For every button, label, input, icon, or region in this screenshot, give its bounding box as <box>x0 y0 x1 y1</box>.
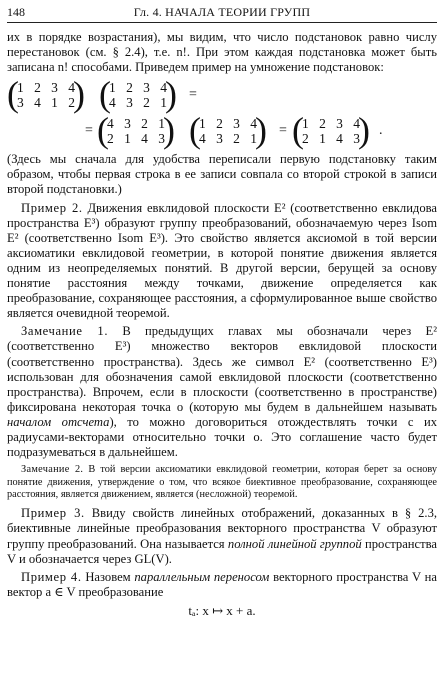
final-period: . <box>379 123 383 139</box>
paragraph-permutation-count: их в порядке возрастания), мы видим, что число подстановок равно числу перестановок (см. § 2.4), т.е. n!. При этом каждая подстановка может быть записана n! способами. Приведем пример на умножение подстановок: <box>7 30 437 75</box>
example-2-text: Движения евклидовой плоскости E² (соответственно евклидова пространства E³) образуют группу преобразований, обозначаемую через Isom E² (соответственно Isom E³). Это свойство является аксиомой в той версии аксиоматики евклидовой геометрии, в которой понятие движения является одним из неопределяемых понятий. В другой версии, берущей за основу понятие расстояния между точками, движение определяется как преобразование, сохраняющее расстояния, а сформулированное выше свойство является очевидной теоремой. <box>7 200 438 321</box>
example-2 <box>7 201 437 322</box>
remark-1-label: Замечание 1. <box>21 324 109 339</box>
example-2-label: Пример 2. <box>21 200 83 215</box>
example-3 <box>7 506 437 566</box>
permutation-matrix-4: ( 1 2 3 4 4 3 2 1 ) <box>189 110 267 151</box>
example-4-label: Пример 4. <box>21 569 82 584</box>
permutation-product-line-2 <box>7 110 437 151</box>
page-header <box>7 2 437 23</box>
permutation-matrix-1: ( 1 2 3 4 3 4 1 2 ) <box>7 74 85 115</box>
remark-1 <box>7 324 437 460</box>
example-3-term: полной линейной группой <box>227 536 362 551</box>
page-number: 148 <box>7 5 25 19</box>
permutation-matrix-5: ( 1 2 3 4 2 1 4 3 ) <box>292 110 370 151</box>
equals-sign: = <box>189 87 197 103</box>
remark-2 <box>7 464 437 501</box>
permutation-product-line-1 <box>7 74 437 115</box>
permutation-matrix-3: ( 4 3 2 1 2 1 4 3 ) <box>97 110 175 151</box>
example-4-text-a: Назовем <box>85 569 135 584</box>
example-3-label: Пример 3. <box>21 506 85 521</box>
example-3-text-a: Ввиду свойств линейных отображений, доказанных в § 2.3, биективные линейные преобразования векторного пространства V образуют группу преобразований. Она называется <box>7 506 438 551</box>
example-4-text-b: векторного пространства V на вектор a ∈ V преобразование <box>7 569 437 599</box>
equals-sign: = <box>279 123 287 139</box>
remark-1-text-a: В предыдущих главах мы обозначали через E² (соответственно E³) множество векторов евклидовой плоскости (соответственно пространства). Здесь же символ E² (соответственно E³) использован для обозначения самой евклидовой плоскости (соответственно пространства). Впрочем, если в плоскости (соответственно в пространстве) фиксирована некоторая точка o (которую мы будем в дальнейшем называть <box>7 324 438 414</box>
running-title: Гл. 4. НАЧАЛА ТЕОРИИ ГРУПП <box>133 5 311 19</box>
page-body <box>7 30 437 619</box>
example-4 <box>7 570 437 600</box>
example-4-term: параллельным переносом <box>134 569 270 584</box>
translation-formula: tₐ: x ↦ x + a. <box>188 602 256 618</box>
remark-1-text-b: ), то можно договориться отождествлять точки с их радиусами-векторами относительно точки o. Это соглашение часто будет подразумеваться в дальнейшем. <box>7 414 438 460</box>
permutation-matrix-2: ( 1 2 3 4 4 3 2 1 ) <box>99 74 177 115</box>
equals-sign: = <box>85 123 93 139</box>
paragraph-note: (Здесь мы сначала для удобства переписали первую подстановку таким образом, чтобы первая строка в ее записи совпала со второй строкой в записи второй подстановки.) <box>7 152 437 197</box>
remark-2-text: В той версии аксиоматики евклидовой геометрии, которая берет за основу понятие движения, утверждение о том, что всякое биективное преобразование, сохраняющее расстояния, является движением, является (несложной) теоремой. <box>7 464 438 500</box>
example-3-text-b: пространства V и обозначается через GL(V). <box>7 536 437 566</box>
remark-2-label: Замечание 2. <box>21 464 84 476</box>
remark-1-term: началом отсчета <box>7 414 110 429</box>
